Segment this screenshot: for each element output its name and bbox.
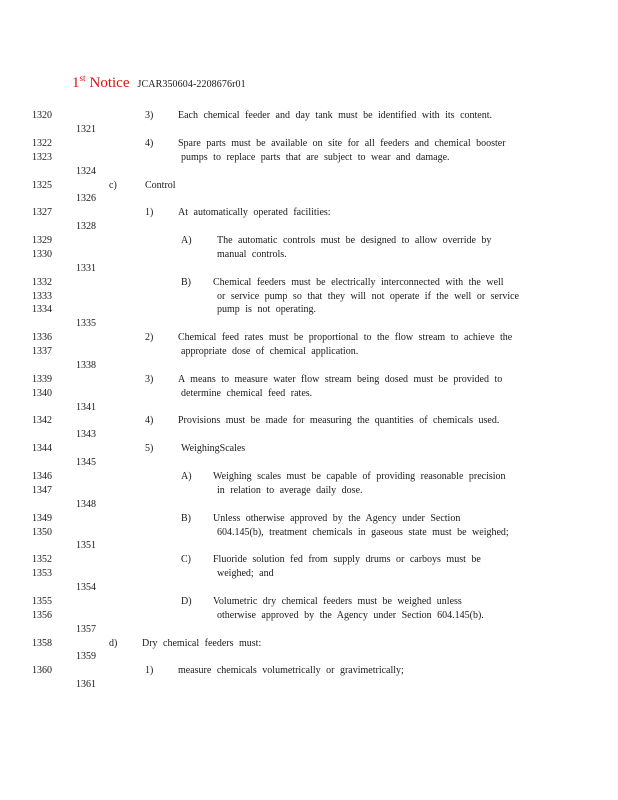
body-text: pumps to replace parts that are subject to wear and damage.	[181, 152, 450, 163]
body-text: 604.145(b), treatment chemicals in gaseous state must be weighed;	[217, 527, 509, 538]
body-text: The automatic controls must be designed to allow override by	[217, 235, 492, 246]
line-number: 1342	[32, 415, 52, 426]
line-number: 1333	[32, 291, 52, 302]
subitem-label: A)	[181, 471, 192, 482]
line-number: 1328	[76, 221, 96, 232]
line-number: 1335	[76, 318, 96, 329]
line-number: 1348	[76, 499, 96, 510]
page-header	[72, 73, 246, 92]
subsection-heading: WeighingScales	[181, 443, 246, 454]
notice-label: Notice	[89, 75, 130, 91]
line-number: 1349	[32, 513, 52, 524]
line-number: 1361	[76, 679, 96, 690]
line-number: 1325	[32, 180, 52, 191]
line-number: 1338	[76, 360, 96, 371]
body-text: weighed; and	[217, 568, 274, 579]
subitem-label: C)	[181, 554, 191, 565]
line-number: 1339	[32, 374, 52, 385]
body-text: pump is not operating.	[217, 304, 316, 315]
section-heading: Control	[145, 180, 176, 191]
section-label: c)	[109, 180, 117, 191]
line-number: 1351	[76, 540, 96, 551]
body-text: Each chemical feeder and day tank must be identified with its content.	[178, 110, 493, 121]
body-text: manual controls.	[217, 249, 287, 260]
line-number: 1329	[32, 235, 52, 246]
subitem-label: B)	[181, 277, 191, 288]
body-text: determine chemical feed rates.	[181, 388, 313, 399]
line-number: 1326	[76, 193, 96, 204]
line-number: 1360	[32, 665, 52, 676]
item-label: 4)	[145, 415, 154, 426]
subitem-label: D)	[181, 596, 192, 607]
line-number: 1327	[32, 207, 52, 218]
line-number: 1350	[32, 527, 52, 538]
item-label: 1)	[145, 207, 154, 218]
line-number: 1355	[32, 596, 52, 607]
body-text: otherwise approved by the Agency under Section 604.145(b).	[217, 610, 484, 621]
body-text: in relation to average daily dose.	[217, 485, 363, 496]
line-number: 1323	[32, 152, 52, 163]
line-number: 1356	[32, 610, 52, 621]
line-number: 1345	[76, 457, 96, 468]
item-label: 3)	[145, 110, 154, 121]
item-label: 4)	[145, 138, 154, 149]
body-text: Unless otherwise approved by the Agency under Section	[213, 513, 461, 524]
line-number: 1324	[76, 166, 96, 177]
body-text: or service pump so that they will not operate if the well or service	[217, 291, 519, 302]
line-number: 1346	[32, 471, 52, 482]
document-id: JCAR350604-2208676r01	[137, 79, 246, 90]
subitem-label: A)	[181, 235, 192, 246]
line-number: 1341	[76, 402, 96, 413]
line-number: 1321	[76, 124, 96, 135]
body-text: At automatically operated facilities:	[178, 207, 331, 218]
body-text: Chemical feed rates must be proportional to the flow stream to achieve the	[178, 332, 513, 343]
line-number: 1320	[32, 110, 52, 121]
line-number: 1354	[76, 582, 96, 593]
line-number: 1340	[32, 388, 52, 399]
line-number: 1352	[32, 554, 52, 565]
line-number: 1347	[32, 485, 52, 496]
item-label: 1)	[145, 665, 154, 676]
line-number: 1343	[76, 429, 96, 440]
line-number: 1332	[32, 277, 52, 288]
item-label: 2)	[145, 332, 154, 343]
line-number: 1353	[32, 568, 52, 579]
item-label: 5)	[145, 443, 154, 454]
line-number: 1322	[32, 138, 52, 149]
section-label: d)	[109, 638, 118, 649]
line-number: 1331	[76, 263, 96, 274]
body-text: Weighing scales must be capable of providing reasonable precision	[213, 471, 506, 482]
body-text: appropriate dose of chemical application.	[181, 346, 359, 357]
line-number: 1330	[32, 249, 52, 260]
body-text: Provisions must be made for measuring the quantities of chemicals used.	[178, 415, 500, 426]
body-text: measure chemicals volumetrically or gravimetrically;	[178, 665, 404, 676]
item-label: 3)	[145, 374, 154, 385]
body-text: Volumetric dry chemical feeders must be weighed unless	[213, 596, 462, 607]
body-text: Spare parts must be available on site for all feeders and chemical booster	[178, 138, 506, 149]
body-text: Dry chemical feeders must:	[142, 638, 262, 649]
notice-suffix: st	[79, 73, 86, 83]
line-number: 1337	[32, 346, 52, 357]
line-number: 1357	[76, 624, 96, 635]
subitem-label: B)	[181, 513, 191, 524]
body-text: Fluoride solution fed from supply drums or carboys must be	[213, 554, 481, 565]
line-number: 1359	[76, 651, 96, 662]
body-text: Chemical feeders must be electrically interconnected with the well	[213, 277, 504, 288]
notice-number: 1st	[72, 73, 86, 91]
line-number: 1344	[32, 443, 52, 454]
line-number: 1336	[32, 332, 52, 343]
body-text: A means to measure water flow stream being dosed must be provided to	[178, 374, 503, 385]
line-number: 1334	[32, 304, 52, 315]
line-number: 1358	[32, 638, 52, 649]
